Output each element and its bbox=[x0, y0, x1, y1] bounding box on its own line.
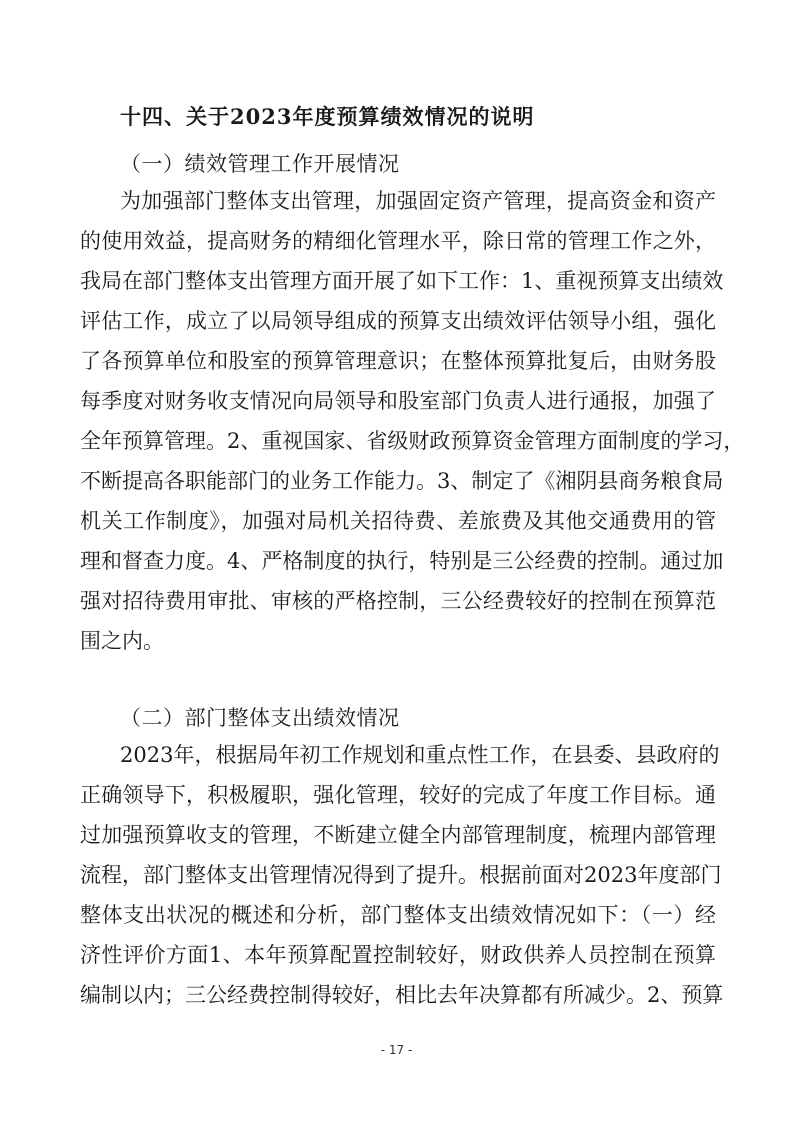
subsection-title-expenditure-performance: （二）部门整体支出绩效情况 bbox=[120, 706, 400, 730]
paragraph-line: 为加强部门整体支出管理，加强固定资产管理，提高资金和资产 bbox=[120, 189, 716, 213]
paragraph-line: 的使用效益，提高财务的精细化管理水平，除日常的管理工作之外， bbox=[80, 229, 716, 253]
section-heading: 十四、关于2023年度预算绩效情况的说明 bbox=[120, 104, 535, 129]
paragraph-line: 强对招待费用审批、审核的严格控制，三公经费较好的控制在预算范 bbox=[80, 589, 716, 613]
paragraph-line: 机关工作制度》，加强对局机关招待费、差旅费及其他交通费用的管 bbox=[80, 509, 716, 533]
paragraph-performance-management bbox=[80, 189, 745, 669]
paragraph-line: 济性评价方面1、本年预算配置控制较好，财政供养人员控制在预算 bbox=[80, 943, 716, 967]
paragraph-line: 每季度对财务收支情况向局领导和股室部门负责人进行通报，加强了 bbox=[80, 389, 716, 413]
paragraph-line: 编制以内；三公经费控制得较好，相比去年决算都有所减少。2、预算 bbox=[80, 983, 724, 1007]
subsection-title-performance-management: （一）绩效管理工作开展情况 bbox=[120, 152, 400, 176]
paragraph-line: 围之内。 bbox=[80, 629, 164, 653]
paragraph-line: 流程，部门整体支出管理情况得到了提升。根据前面对2023年度部门 bbox=[80, 863, 722, 887]
paragraph-line: 了各预算单位和股室的预算管理意识；在整体预算批复后，由财务股 bbox=[80, 349, 716, 373]
paragraph-line: 不断提高各职能部门的业务工作能力。3、制定了《湘阴县商务粮食局 bbox=[80, 469, 724, 493]
paragraph-line: 我局在部门整体支出管理方面开展了如下工作：1、重视预算支出绩效 bbox=[80, 269, 724, 293]
paragraph-line: 理和督查力度。4、严格制度的执行，特别是三公经费的控制。通过加 bbox=[80, 549, 724, 573]
paragraph-line: 整体支出状况的概述和分析，部门整体支出绩效情况如下：（一）经 bbox=[80, 903, 716, 927]
paragraph-expenditure-performance bbox=[80, 743, 724, 1023]
page-number: - 17 - bbox=[380, 1043, 413, 1057]
paragraph-line: 评估工作，成立了以局领导组成的预算支出绩效评估领导小组，强化 bbox=[80, 309, 716, 333]
paragraph-line: 全年预算管理。2、重视国家、省级财政预算资金管理方面制度的学习， bbox=[80, 429, 745, 453]
paragraph-line: 过加强预算收支的管理，不断建立健全内部管理制度，梳理内部管理 bbox=[80, 823, 716, 847]
paragraph-line: 正确领导下，积极履职，强化管理，较好的完成了年度工作目标。通 bbox=[80, 783, 716, 807]
paragraph-line: 2023年，根据局年初工作规划和重点性工作，在县委、县政府的 bbox=[120, 743, 720, 767]
